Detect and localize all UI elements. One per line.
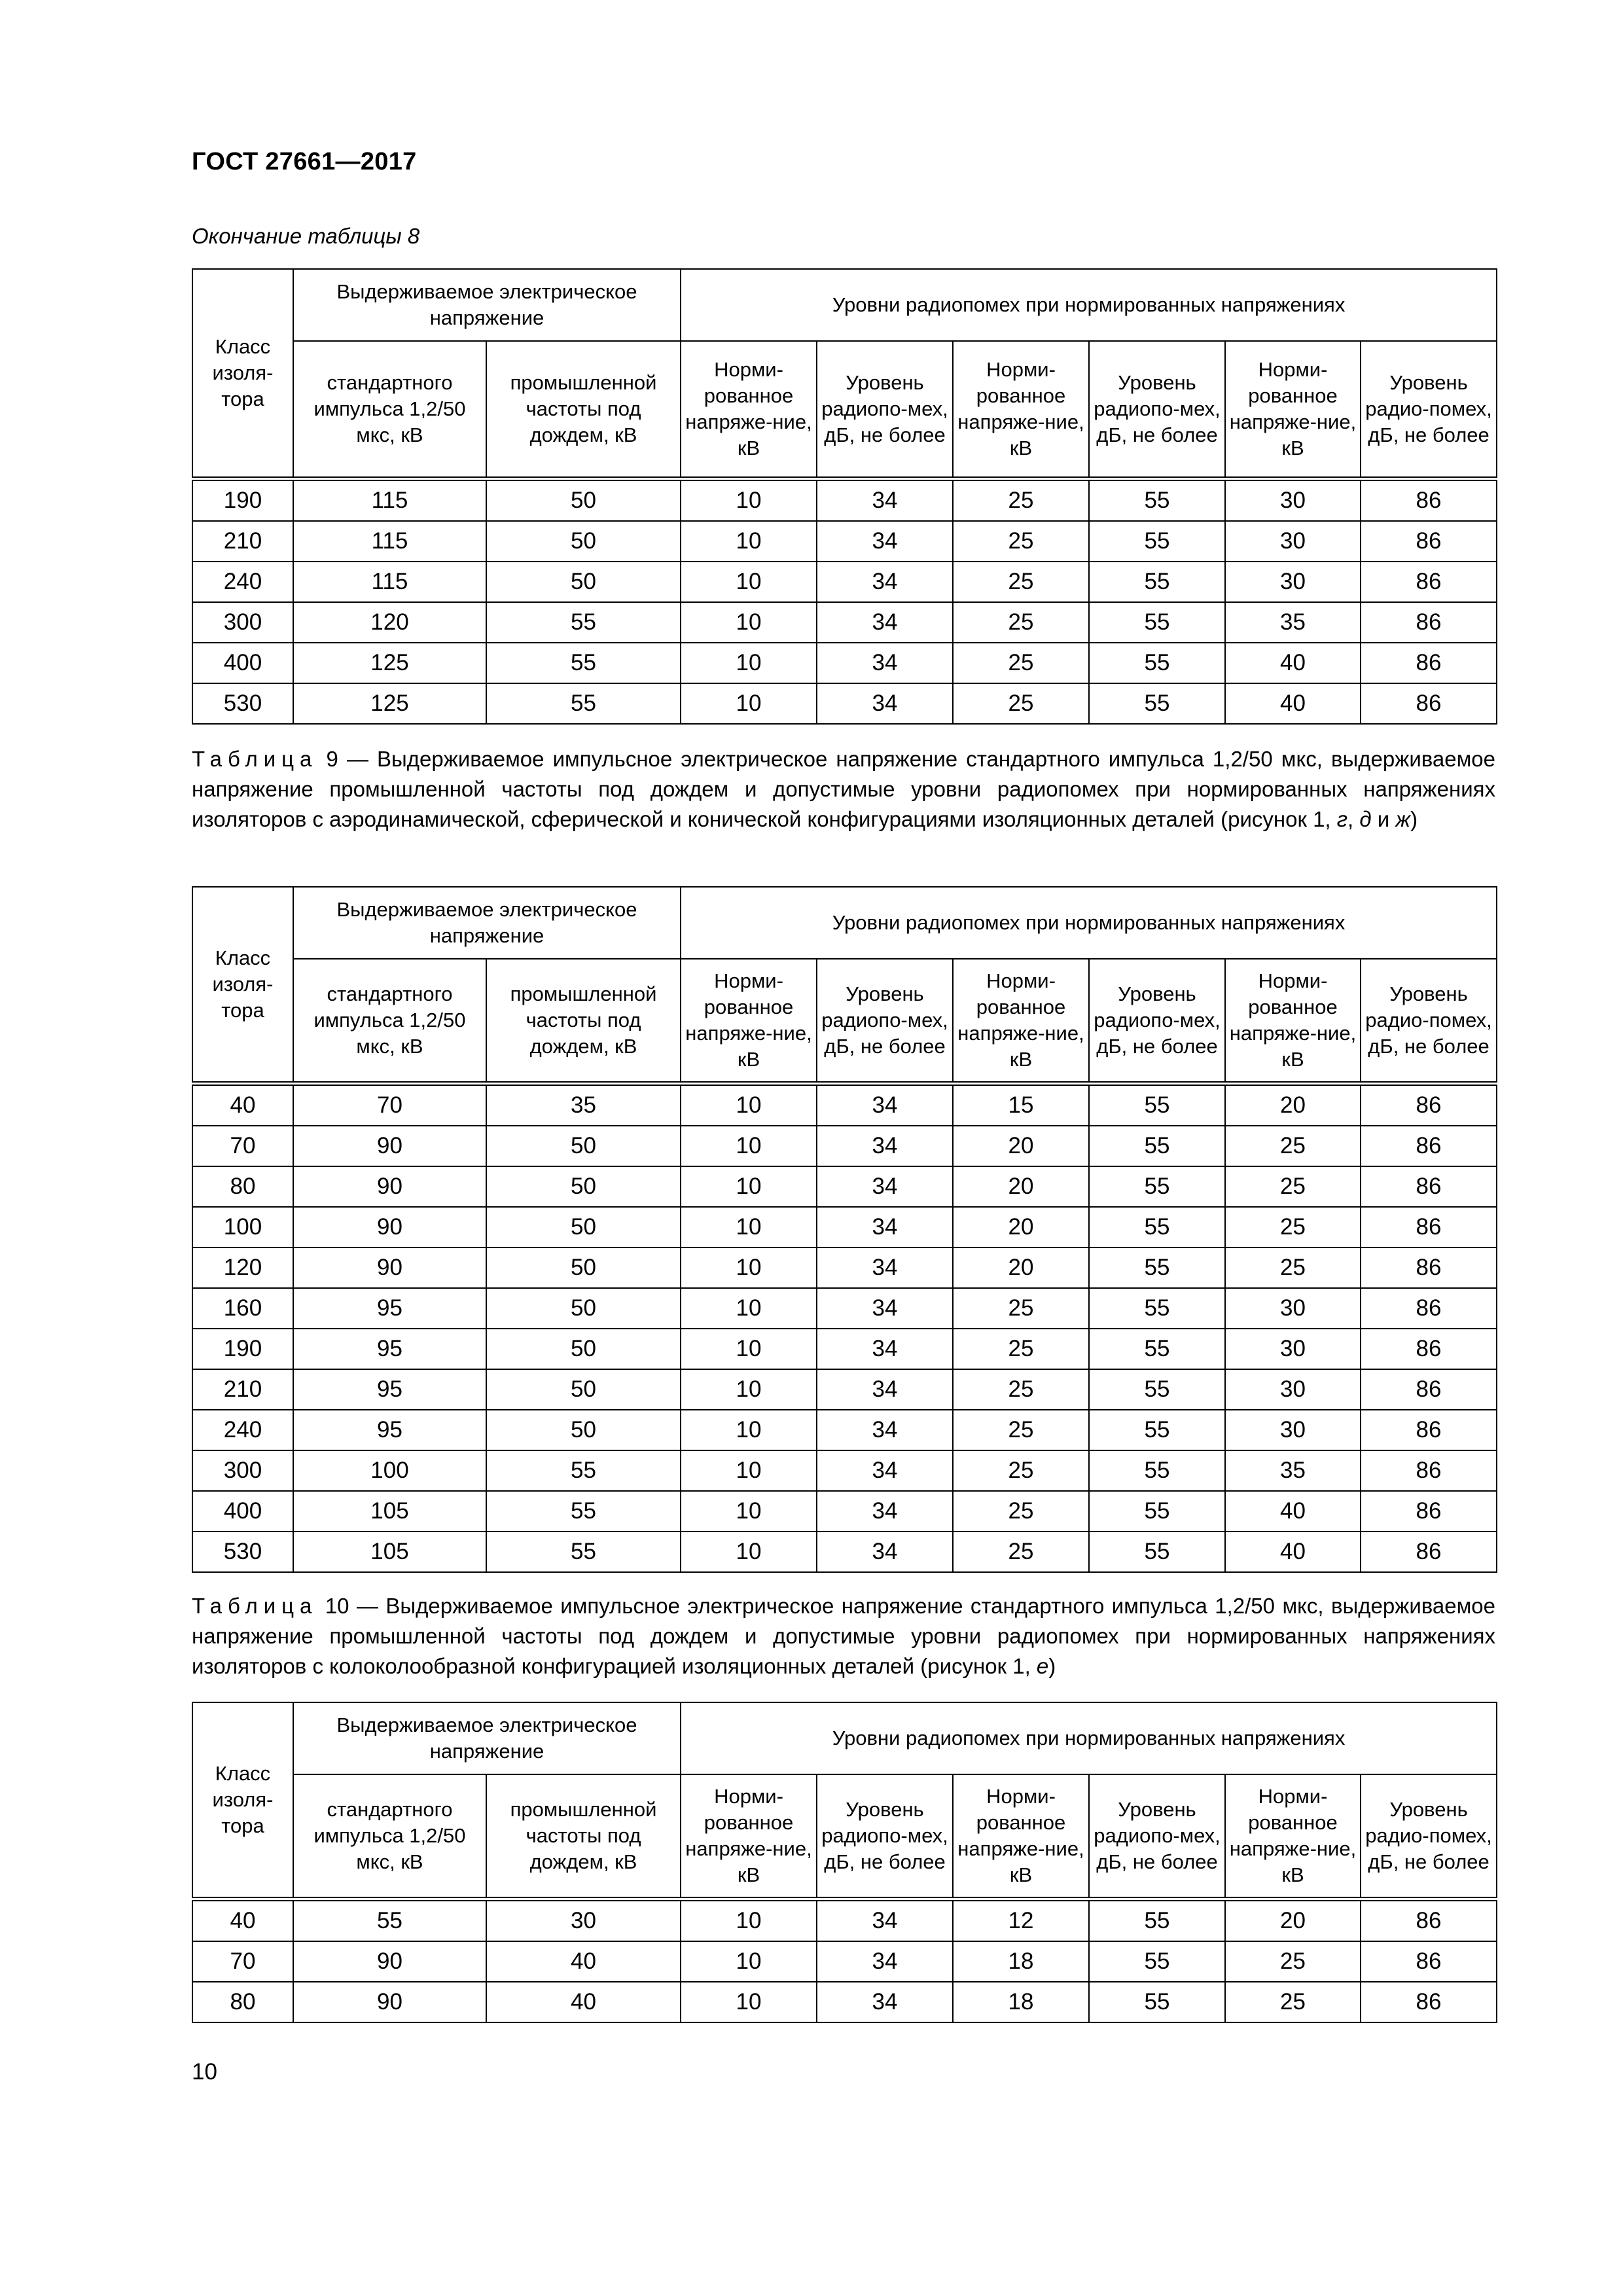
table-cell: 55 bbox=[1089, 562, 1225, 602]
table-cell: 50 bbox=[486, 479, 681, 522]
table-row bbox=[192, 1329, 1497, 1369]
table-cell: 86 bbox=[1361, 1247, 1497, 1288]
header-radio-interference: Уровни радиопомех при нормированных напряжениях bbox=[681, 887, 1497, 959]
table-cell: 160 bbox=[192, 1288, 293, 1329]
table-9 bbox=[192, 886, 1497, 1573]
table-cell: 40 bbox=[486, 1941, 681, 1982]
table-cell: 18 bbox=[953, 1982, 1089, 2022]
table-cell: 25 bbox=[1225, 1941, 1361, 1982]
table-cell: 40 bbox=[192, 1084, 293, 1126]
header-impulse: стандартного импульса 1,2/50 мкс, кВ bbox=[293, 959, 486, 1084]
table-cell: 10 bbox=[681, 1491, 817, 1532]
table-cell: 34 bbox=[817, 1247, 953, 1288]
table-cell: 55 bbox=[1089, 1207, 1225, 1247]
table-cell: 190 bbox=[192, 479, 293, 522]
table-row bbox=[192, 683, 1497, 724]
table-cell: 15 bbox=[953, 1084, 1089, 1126]
table-row bbox=[192, 479, 1497, 522]
table-cell: 90 bbox=[293, 1941, 486, 1982]
table-row bbox=[192, 1941, 1497, 1982]
table-row bbox=[192, 1084, 1497, 1126]
table-cell: 55 bbox=[1089, 1982, 1225, 2022]
table-cell: 86 bbox=[1361, 1126, 1497, 1166]
separator: и bbox=[1371, 807, 1396, 831]
table-cell: 34 bbox=[817, 1329, 953, 1369]
table-cell: 34 bbox=[817, 643, 953, 683]
table-10-title bbox=[192, 1591, 1495, 1681]
table-cell: 20 bbox=[953, 1207, 1089, 1247]
table-cell: 25 bbox=[953, 562, 1089, 602]
table-cell: 34 bbox=[817, 1532, 953, 1572]
table-row bbox=[192, 1288, 1497, 1329]
table-cell: 50 bbox=[486, 1410, 681, 1450]
table-cell: 86 bbox=[1361, 1941, 1497, 1982]
table-cell: 10 bbox=[681, 1084, 817, 1126]
table-cell: 50 bbox=[486, 1247, 681, 1288]
table-cell: 86 bbox=[1361, 1982, 1497, 2022]
table-cell: 55 bbox=[1089, 1899, 1225, 1942]
table-cell: 25 bbox=[1225, 1247, 1361, 1288]
header-radio-interference: Уровни радиопомех при нормированных напряжениях bbox=[681, 269, 1497, 341]
table-cell: 30 bbox=[1225, 1369, 1361, 1410]
table-cell: 55 bbox=[1089, 1369, 1225, 1410]
table-cell: 86 bbox=[1361, 1491, 1497, 1532]
table-row bbox=[192, 1247, 1497, 1288]
table-cell: 400 bbox=[192, 1491, 293, 1532]
header-withstand-voltage: Выдерживаемое электрическое напряжение bbox=[293, 269, 681, 341]
table-cell: 55 bbox=[1089, 1410, 1225, 1450]
figure-ref: ж bbox=[1395, 807, 1411, 831]
header-withstand-voltage: Выдерживаемое электрическое напряжение bbox=[293, 887, 681, 959]
table-cell: 34 bbox=[817, 521, 953, 562]
table-cell: 55 bbox=[1089, 683, 1225, 724]
table-cell: 34 bbox=[817, 1207, 953, 1247]
table-cell: 55 bbox=[1089, 1084, 1225, 1126]
table-cell: 50 bbox=[486, 521, 681, 562]
table-cell: 30 bbox=[1225, 1288, 1361, 1329]
table-cell: 10 bbox=[681, 1899, 817, 1942]
header-radio-level: Уровень радио-помех, дБ, не более bbox=[1361, 1774, 1497, 1899]
header-radio-level: Уровень радио-помех, дБ, не более bbox=[1361, 341, 1497, 479]
table-cell: 25 bbox=[953, 1450, 1089, 1491]
table-cell: 25 bbox=[1225, 1126, 1361, 1166]
header-radio-interference: Уровни радиопомех при нормированных напряжениях bbox=[681, 1702, 1497, 1774]
table-cell: 95 bbox=[293, 1369, 486, 1410]
table-cell: 115 bbox=[293, 521, 486, 562]
table-title-text: — Выдерживаемое импульсное электрическое напряжение стандартного импульса 1,2/50 мкс, выдерживаемое напряжение промышленной частоты под дождем и допустимые уровни радиопомех при нормированных напряжениях изоляторов с колоколообразной конфигурацией изоляционных деталей (рисунок 1, bbox=[192, 1594, 1496, 1678]
table-cell: 34 bbox=[817, 1941, 953, 1982]
table-cell: 25 bbox=[953, 1329, 1089, 1369]
table-cell: 30 bbox=[486, 1899, 681, 1942]
table-cell: 95 bbox=[293, 1329, 486, 1369]
table-row bbox=[192, 1207, 1497, 1247]
header-norm-voltage: Норми-рованное напряже-ние, кВ bbox=[681, 959, 817, 1084]
header-industrial-frequency: промышленной частоты под дождем, кВ bbox=[486, 341, 681, 479]
table-cell: 40 bbox=[1225, 683, 1361, 724]
header-norm-voltage: Норми-рованное напряже-ние, кВ bbox=[1225, 341, 1361, 479]
table-cell: 40 bbox=[486, 1982, 681, 2022]
table-cell: 40 bbox=[1225, 1532, 1361, 1572]
table-cell: 10 bbox=[681, 643, 817, 683]
table-cell: 34 bbox=[817, 479, 953, 522]
table-label: Таблица bbox=[192, 747, 318, 771]
table-cell: 40 bbox=[1225, 643, 1361, 683]
table-cell: 400 bbox=[192, 643, 293, 683]
table-cell: 95 bbox=[293, 1288, 486, 1329]
table-cell: 40 bbox=[192, 1899, 293, 1942]
table-8 bbox=[192, 268, 1497, 725]
table-cell: 55 bbox=[1089, 602, 1225, 643]
table-row bbox=[192, 643, 1497, 683]
table-cell: 120 bbox=[293, 602, 486, 643]
header-radio-level: Уровень радиопо-мех, дБ, не более bbox=[817, 959, 953, 1084]
table-cell: 90 bbox=[293, 1166, 486, 1207]
table-cell: 70 bbox=[192, 1126, 293, 1166]
table-cell: 86 bbox=[1361, 479, 1497, 522]
table-cell: 12 bbox=[953, 1899, 1089, 1942]
table-cell: 10 bbox=[681, 562, 817, 602]
table-cell: 90 bbox=[293, 1207, 486, 1247]
table-cell: 95 bbox=[293, 1410, 486, 1450]
table-cell: 25 bbox=[953, 1532, 1089, 1572]
figure-ref: е bbox=[1036, 1654, 1049, 1678]
table-cell: 210 bbox=[192, 521, 293, 562]
table-cell: 25 bbox=[953, 521, 1089, 562]
header-class: Класс изоля-тора bbox=[192, 269, 293, 479]
table-cell: 105 bbox=[293, 1491, 486, 1532]
table-cell: 30 bbox=[1225, 1410, 1361, 1450]
table-8-continuation-caption: Окончание таблицы 8 bbox=[192, 224, 420, 248]
table-cell: 70 bbox=[293, 1084, 486, 1126]
table-row bbox=[192, 521, 1497, 562]
table-cell: 55 bbox=[486, 602, 681, 643]
table-cell: 55 bbox=[1089, 1247, 1225, 1288]
table-row bbox=[192, 1982, 1497, 2022]
table-cell: 30 bbox=[1225, 479, 1361, 522]
table-cell: 115 bbox=[293, 562, 486, 602]
table-cell: 55 bbox=[486, 643, 681, 683]
table-cell: 55 bbox=[486, 1491, 681, 1532]
table-cell: 34 bbox=[817, 1369, 953, 1410]
table-cell: 18 bbox=[953, 1941, 1089, 1982]
header-radio-level: Уровень радиопо-мех, дБ, не более bbox=[1089, 341, 1225, 479]
table-cell: 25 bbox=[953, 683, 1089, 724]
table-cell: 55 bbox=[1089, 1491, 1225, 1532]
table-row bbox=[192, 1899, 1497, 1942]
table-row bbox=[192, 602, 1497, 643]
table-cell: 34 bbox=[817, 1084, 953, 1126]
header-norm-voltage: Норми-рованное напряже-ние, кВ bbox=[1225, 1774, 1361, 1899]
table-cell: 86 bbox=[1361, 1532, 1497, 1572]
table-cell: 125 bbox=[293, 643, 486, 683]
table-cell: 25 bbox=[953, 602, 1089, 643]
table-cell: 50 bbox=[486, 1166, 681, 1207]
table-cell: 50 bbox=[486, 1207, 681, 1247]
table-cell: 90 bbox=[293, 1982, 486, 2022]
table-cell: 34 bbox=[817, 1491, 953, 1532]
table-cell: 80 bbox=[192, 1982, 293, 2022]
table-row bbox=[192, 1532, 1497, 1572]
table-cell: 25 bbox=[1225, 1207, 1361, 1247]
table-cell: 300 bbox=[192, 1450, 293, 1491]
table-cell: 50 bbox=[486, 1126, 681, 1166]
table-cell: 55 bbox=[1089, 1532, 1225, 1572]
table-cell: 35 bbox=[1225, 1450, 1361, 1491]
header-norm-voltage: Норми-рованное напряже-ние, кВ bbox=[953, 959, 1089, 1084]
table-cell: 25 bbox=[953, 1369, 1089, 1410]
table-cell: 105 bbox=[293, 1532, 486, 1572]
table-cell: 25 bbox=[1225, 1982, 1361, 2022]
table-row bbox=[192, 1166, 1497, 1207]
table-cell: 50 bbox=[486, 1329, 681, 1369]
table-cell: 25 bbox=[953, 1410, 1089, 1450]
table-cell: 10 bbox=[681, 1532, 817, 1572]
header-radio-level: Уровень радио-помех, дБ, не более bbox=[1361, 959, 1497, 1084]
table-cell: 86 bbox=[1361, 1450, 1497, 1491]
table-cell: 530 bbox=[192, 1532, 293, 1572]
table-cell: 125 bbox=[293, 683, 486, 724]
table-cell: 10 bbox=[681, 1941, 817, 1982]
separator: , bbox=[1347, 807, 1360, 831]
table-cell: 55 bbox=[1089, 643, 1225, 683]
table-cell: 530 bbox=[192, 683, 293, 724]
header-industrial-frequency: промышленной частоты под дождем, кВ bbox=[486, 959, 681, 1084]
table-cell: 20 bbox=[1225, 1899, 1361, 1942]
table-cell: 80 bbox=[192, 1166, 293, 1207]
table-10 bbox=[192, 1702, 1497, 2023]
table-cell: 55 bbox=[1089, 1450, 1225, 1491]
table-cell: 86 bbox=[1361, 1329, 1497, 1369]
table-cell: 86 bbox=[1361, 1207, 1497, 1247]
table-cell: 10 bbox=[681, 1288, 817, 1329]
table-cell: 34 bbox=[817, 562, 953, 602]
table-cell: 55 bbox=[1089, 1166, 1225, 1207]
table-label: Таблица bbox=[192, 1594, 318, 1618]
header-withstand-voltage: Выдерживаемое электрическое напряжение bbox=[293, 1702, 681, 1774]
document-header: ГОСТ 27661—2017 bbox=[192, 148, 417, 175]
table-cell: 55 bbox=[293, 1899, 486, 1942]
table-title-text: — Выдерживаемое импульсное электрическое напряжение стандартного импульса 1,2/50 мкс, выдерживаемое напряжение промышленной частоты под дождем и допустимые уровни радиопомех при нормированных напряжениях изоляторов с аэродинамической, сферической и конической конфигурациями изоляционных деталей (рисунок 1, bbox=[192, 747, 1496, 831]
table-cell: 35 bbox=[1225, 602, 1361, 643]
table-number: 9 bbox=[326, 747, 338, 771]
table-cell: 10 bbox=[681, 1126, 817, 1166]
table-cell: 10 bbox=[681, 1982, 817, 2022]
table-cell: 20 bbox=[1225, 1084, 1361, 1126]
table-cell: 34 bbox=[817, 1899, 953, 1942]
table-cell: 70 bbox=[192, 1941, 293, 1982]
table-cell: 10 bbox=[681, 521, 817, 562]
table-cell: 34 bbox=[817, 1450, 953, 1491]
table-cell: 20 bbox=[953, 1126, 1089, 1166]
table-cell: 10 bbox=[681, 683, 817, 724]
header-norm-voltage: Норми-рованное напряже-ние, кВ bbox=[681, 1774, 817, 1899]
table-cell: 25 bbox=[953, 643, 1089, 683]
header-norm-voltage: Норми-рованное напряже-ние, кВ bbox=[1225, 959, 1361, 1084]
table-row bbox=[192, 1491, 1497, 1532]
table-row bbox=[192, 1410, 1497, 1450]
separator: ) bbox=[1048, 1654, 1056, 1678]
separator: ) bbox=[1410, 807, 1418, 831]
header-industrial-frequency: промышленной частоты под дождем, кВ bbox=[486, 1774, 681, 1899]
table-cell: 20 bbox=[953, 1247, 1089, 1288]
table-cell: 210 bbox=[192, 1369, 293, 1410]
header-impulse: стандартного импульса 1,2/50 мкс, кВ bbox=[293, 341, 486, 479]
header-norm-voltage: Норми-рованное напряже-ние, кВ bbox=[953, 341, 1089, 479]
header-class: Класс изоля-тора bbox=[192, 887, 293, 1084]
table-cell: 25 bbox=[953, 1288, 1089, 1329]
table-row bbox=[192, 1450, 1497, 1491]
table-cell: 25 bbox=[1225, 1166, 1361, 1207]
table-cell: 34 bbox=[817, 1126, 953, 1166]
table-cell: 34 bbox=[817, 1410, 953, 1450]
table-cell: 86 bbox=[1361, 521, 1497, 562]
table-cell: 20 bbox=[953, 1166, 1089, 1207]
table-9-title bbox=[192, 744, 1495, 834]
table-cell: 86 bbox=[1361, 1899, 1497, 1942]
table-cell: 55 bbox=[1089, 1126, 1225, 1166]
table-cell: 86 bbox=[1361, 1369, 1497, 1410]
table-cell: 86 bbox=[1361, 1410, 1497, 1450]
header-radio-level: Уровень радиопо-мех, дБ, не более bbox=[1089, 959, 1225, 1084]
table-cell: 100 bbox=[192, 1207, 293, 1247]
table-cell: 50 bbox=[486, 562, 681, 602]
table-cell: 55 bbox=[1089, 1288, 1225, 1329]
table-number: 10 bbox=[325, 1594, 349, 1618]
table-cell: 10 bbox=[681, 1369, 817, 1410]
table-cell: 25 bbox=[953, 479, 1089, 522]
table-cell: 55 bbox=[1089, 1941, 1225, 1982]
header-radio-level: Уровень радиопо-мех, дБ, не более bbox=[1089, 1774, 1225, 1899]
header-norm-voltage: Норми-рованное напряже-ние, кВ bbox=[953, 1774, 1089, 1899]
table-cell: 86 bbox=[1361, 683, 1497, 724]
table-cell: 86 bbox=[1361, 1288, 1497, 1329]
header-impulse: стандартного импульса 1,2/50 мкс, кВ bbox=[293, 1774, 486, 1899]
table-cell: 240 bbox=[192, 1410, 293, 1450]
table-cell: 86 bbox=[1361, 1084, 1497, 1126]
table-cell: 50 bbox=[486, 1369, 681, 1410]
table-cell: 34 bbox=[817, 1166, 953, 1207]
header-radio-level: Уровень радиопо-мех, дБ, не более bbox=[817, 341, 953, 479]
table-cell: 90 bbox=[293, 1247, 486, 1288]
table-cell: 50 bbox=[486, 1288, 681, 1329]
table-cell: 240 bbox=[192, 562, 293, 602]
table-cell: 10 bbox=[681, 1410, 817, 1450]
table-row bbox=[192, 562, 1497, 602]
table-cell: 34 bbox=[817, 1288, 953, 1329]
table-cell: 10 bbox=[681, 479, 817, 522]
table-cell: 190 bbox=[192, 1329, 293, 1369]
table-cell: 10 bbox=[681, 602, 817, 643]
table-cell: 55 bbox=[486, 1450, 681, 1491]
table-cell: 86 bbox=[1361, 1166, 1497, 1207]
table-cell: 55 bbox=[1089, 479, 1225, 522]
table-cell: 10 bbox=[681, 1247, 817, 1288]
table-cell: 55 bbox=[1089, 1329, 1225, 1369]
table-cell: 30 bbox=[1225, 521, 1361, 562]
table-cell: 300 bbox=[192, 602, 293, 643]
table-cell: 35 bbox=[486, 1084, 681, 1126]
figure-ref: г bbox=[1336, 807, 1348, 831]
header-radio-level: Уровень радиопо-мех, дБ, не более bbox=[817, 1774, 953, 1899]
table-cell: 86 bbox=[1361, 562, 1497, 602]
table-cell: 120 bbox=[192, 1247, 293, 1288]
table-row bbox=[192, 1369, 1497, 1410]
table-cell: 55 bbox=[486, 683, 681, 724]
table-row bbox=[192, 1126, 1497, 1166]
table-cell: 25 bbox=[953, 1491, 1089, 1532]
table-cell: 86 bbox=[1361, 602, 1497, 643]
figure-ref: д bbox=[1359, 807, 1372, 831]
table-cell: 10 bbox=[681, 1166, 817, 1207]
table-cell: 30 bbox=[1225, 562, 1361, 602]
table-cell: 86 bbox=[1361, 643, 1497, 683]
table-cell: 10 bbox=[681, 1329, 817, 1369]
table-cell: 115 bbox=[293, 479, 486, 522]
page-number: 10 bbox=[192, 2059, 217, 2085]
header-norm-voltage: Норми-рованное напряже-ние, кВ bbox=[681, 341, 817, 479]
table-cell: 10 bbox=[681, 1207, 817, 1247]
header-class: Класс изоля-тора bbox=[192, 1702, 293, 1899]
table-cell: 100 bbox=[293, 1450, 486, 1491]
table-cell: 34 bbox=[817, 1982, 953, 2022]
table-cell: 30 bbox=[1225, 1329, 1361, 1369]
table-cell: 10 bbox=[681, 1450, 817, 1491]
table-cell: 55 bbox=[486, 1532, 681, 1572]
table-cell: 55 bbox=[1089, 521, 1225, 562]
table-cell: 34 bbox=[817, 683, 953, 724]
table-cell: 90 bbox=[293, 1126, 486, 1166]
table-cell: 40 bbox=[1225, 1491, 1361, 1532]
table-cell: 34 bbox=[817, 602, 953, 643]
